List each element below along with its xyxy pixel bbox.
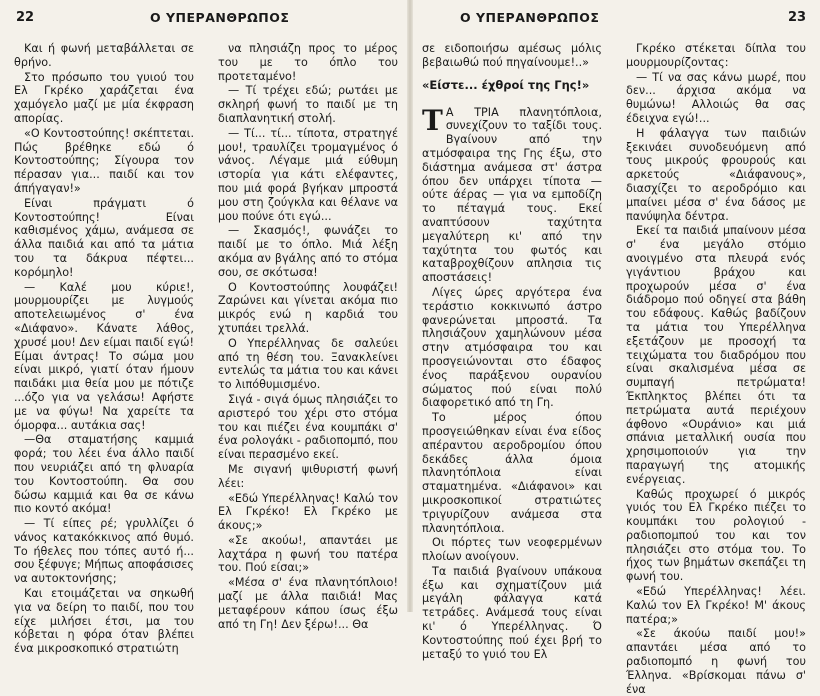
right-page [410,0,820,696]
paragraph: σε ειδοποιήσω αμέσως μόλις βεβαιωθώ πού πηγαίνουμε!..» [422,42,602,69]
paragraph: «Εδώ Υπερέλληνας! Καλώ τον Ελ Γκρέκο! Ελ Γκρέκο με άκους;» [218,491,398,533]
text-column-2 [626,42,806,696]
paragraph: Η φάλαγγα των παιδιών ξεκινάει συνοδευόμενη από τους μικρούς φρουρούς και αρκετούς «Διάφανους», διασχίζει το αεροδρόμιο και μπαίνει μέσα σ' ένα δάσος με πανύψηλα δέντρα. [626,126,806,223]
paragraph: Στο πρόσωπο του γυιού του Ελ Γκρέκο χαράζεται ένα χαμόγελο μαζί με μία έκφραση απορίας. [14,70,194,125]
paragraph: — Σκασμός!, φωνάζει το παιδί με το όπλο. Μιά λέξη ακόμα αν βγάλης από το στόμα σου, σε σκότωσα! [218,224,398,279]
paragraph: Και ή φωνή μεταβάλλεται σε θρήνο. [14,42,194,69]
paragraph: Ο Υπερέλληνας δε σαλεύει από τη θέση του. Ξανακλείνει εντελώς τα μάτια του και κάνει το λιπόθυμισμένο. [218,336,398,392]
drop-cap: Τ [422,103,443,137]
page-number: 22 [16,10,35,25]
paragraph: «Σε ακούω!, απαντάει με λαχτάρα η φωνή του πατέρα του. Πού είσαι;» [218,533,398,575]
paragraph: Τα παιδιά βγαίνουν υπάκουα έξω και σχηματίζουν μιά μεγάλη φάλαγγα κατά τετράδες. Ανάμεσά τους είναι κι' ό Υπερέλληνας. Ό Κοντοστούπης πού έχει βρή το μεταξύ το γυιό του Ελ [422,564,602,661]
paragraph: Με σιγανή ψιθυριστή φωνή λέει: [218,462,398,490]
paragraph: Το μέρος όπου προσγειώθηκαν είναι ένα είδος απέραντου αεροδρομίου όπου δεκάδες άλλα όμοια πλανητόπλοια είναι σταματημένα. «Διάφανοι» και μικροσκοπικοί στρατιώτες τριγυρίζουν ανάμεσα στα πλανητόπλοια. [422,411,602,535]
paragraph: Εκεί τα παιδιά μπαίνουν μέσα σ' ένα μεγάλο στόμιο ανοιγμένο στα πλευρά ενός γιγάντιου βράχου και προχωρούν μέσα σ' ένα διάδρομο πού οδηγεί στα βάθη του εδάφους. Καθώς βαδίζουν τα μάτια του Υπερέλληνα εξετάζουν με προσοχή τα τειχώματα του διαδρόμου που είναι σκαλισμένα μέσα σε συμπαγή πετρώματα! Έκπληκτος βλέπει ότι τα πετρώματα αυτά περιέχουν άφθονο «Ουράνιο» και μιά σπάνια μεταλλική ουσία που χρησιμοποιούν για την παραγωγή της ατομικής ενέργειας. [626,224,806,486]
paragraph: Σιγά - σιγά όμως πλησιάζει το αριστερό του χέρι στο στόμα του και πιέζει ένα κουμπάκι σ' ένα ρολογάκι - ραδιοπομπό, που είναι περασμένο εκεί. [218,392,398,462]
text-column-2 [218,42,398,631]
paragraph: «Εδώ Υπερέλληνας! λέει. Καλώ τον Ελ Γκρέκο! Μ' άκους πατέρα;» [626,585,806,626]
paragraph: Λίγες ώρες αργότερα ένα τεράστιο κοκκινωπό άστρο φανερώνεται μπροστά. Τα πλησιάζουν χαμηλώνουν μέσα στην ατμόσφαιρα του και προσγειώνονται στο έδαφος ένος παράξενου ουρανίου σώματος πού είναι πολύ διαφορετικό από τη Γη. [422,285,602,410]
page-number: 23 [788,10,807,25]
paragraph: Καθώς προχωρεί ό μικρός γυιός του Ελ Γκρέκο πιέζει το κουμπάκι του ρολογιού - ραδιοπομπού του και τον πλησιάζει στο στόμα του. Το ήχος των βημάτων σκεπάζει τη φωνή του. [626,487,806,584]
paragraph: Και ετοιμάζεται να σηκωθή για να δείρη το παιδί, που του είχε μιλήσει έτσι, μα του κόβεται η φόρα όταν βλέπει ένα μικροσκοπικό στρατιώτη [14,587,194,656]
paragraph: «Σε άκούω παιδί μου!» απαντάει μέσα από το ραδιοπομπό η φωνή του Έλληνα. «Βρίσκομαι πάνω σ' ένα [626,627,806,696]
paragraph: — Τί... τί... τίποτα, στρατηγέ μου!, τραυλίζει τρομαγμένος ό νάνος. Λέγαμε μιά εύθυμη ιστορία για κάτι ελέφαντες, που μιά φορά βγήκαν μπροστά μου στη ζούγκλα και θέλανε να μου πούνε ότι εγώ... [218,126,398,223]
paragraph: Οι πόρτες των νεοφερμένων πλοίων ανοίγουν. [422,536,602,564]
paragraph: Ο Κοντοστούπης λουφάζει! Ζαρώνει και γίνεται ακόμα πιο μικρός ενώ η καρδιά του χτυπάει τρελλά. [218,280,398,335]
paragraph: Είναι πράγματι ό Κοντοστούπης! Είναι καθισμένος χάμω, ανάμεσα σε άλλα παιδιά και από τα μάτια του τα δάκρυα πέφτει... κορόμηλο! [14,196,194,279]
paragraph-text: Α ΤΡΙΑ πλανητόπλοια, συνεχίζουν το ταξίδι τους. Βγαίνουν από την ατμόσφαιρα της Γης έξω, στο διάστημα ανάμεσα στ' άστρα όπου δεν υπάρχει τίποτα — ούτε άέρας — για να εμποδίζη το πέταγμά τους. Εκεί αναπτύσουν ταχύτητα μεγαλύτερη κι' από την ταχύτητα του φωτός και καταβροχθίζουν απλησια τις αποστάσεις! [422,105,602,285]
paragraph: — Τί είπες ρέ; γρυλλίζει ό νάνος κατακόκκινος από θυμό. Το ήθελες που τόπες αυτό ή... σου ξέφυγε; Μήπως αποφάσισες να αυτοκτονήσης; [14,517,194,586]
running-header: Ο ΥΠΕΡΑΝΘΡΩΠΟΣ [150,10,290,25]
running-header: Ο ΥΠΕΡΑΝΘΡΩΠΟΣ [460,10,600,25]
left-page [0,0,410,656]
paragraph: — Τί να σας κάνω μωρέ, που δεν... άρχισα ακόμα να θυμώνω! Αλλοιώς θα σας έδειχνα εγώ!... [626,70,806,125]
paragraph: «Μέσα σ' ένα πλανητόπλοιο! μαζί με άλλα παιδιά! Μας μεταφέρουν κάπου ίσως έξω από τη Γη! Δεν ξέρω!... Θα [218,576,398,631]
paragraph: — Καλέ μου κύριε!, μουρμουρίζει με λυγμούς αποτελειωμένος σ' ένα «Διάφανο». Κάνατε λάθος, χρυσέ μου! Δεν είμαι παιδί εγώ! Είμαι άντρας! Το σώμα μου είναι μικρό, γιατί όταν ήμουν παιδάκι μια θεία μου με πότιζε ...όζο για να γελάσω! Αφήστε με να φύγω! Να χαρείτε τα όμορφα... αυτάκια σας! [14,280,194,432]
paragraph-first [422,103,602,285]
paragraph: — Τί τρέχει εδώ; ρωτάει με σκληρή φωνή το παιδί με τη διαπλανητική στολή. [218,84,398,125]
paragraph: —Θα σταματήσης καμμιά φορά; του λέει ένα άλλο παιδί που νευριάζει από τη φλυαρία του Κοντοστούπη. Θα σου δώσω καμμιά και θα σε κάνω πιο κοντό ακόμα! [14,433,194,516]
text-column-1 [14,42,194,656]
paragraph: Γκρέκο στέκεται δίπλα του μουρμουρίζοντας: [626,42,806,69]
section-heading: «Είστε... έχθροί της Γης!» [422,77,590,92]
text-column-1 [422,42,602,661]
paragraph: «Ο Κοντοστούπης! σκέπτεται. Πώς βρέθηκε εδώ ό Κοντοστούπης; Σίγουρα τον πέρασαν για... παιδί και τον άπήγαγαν!» [14,126,194,195]
paragraph: να πλησιάζη προς το μέρος του με το όπλο του προτεταμένο! [218,42,398,83]
